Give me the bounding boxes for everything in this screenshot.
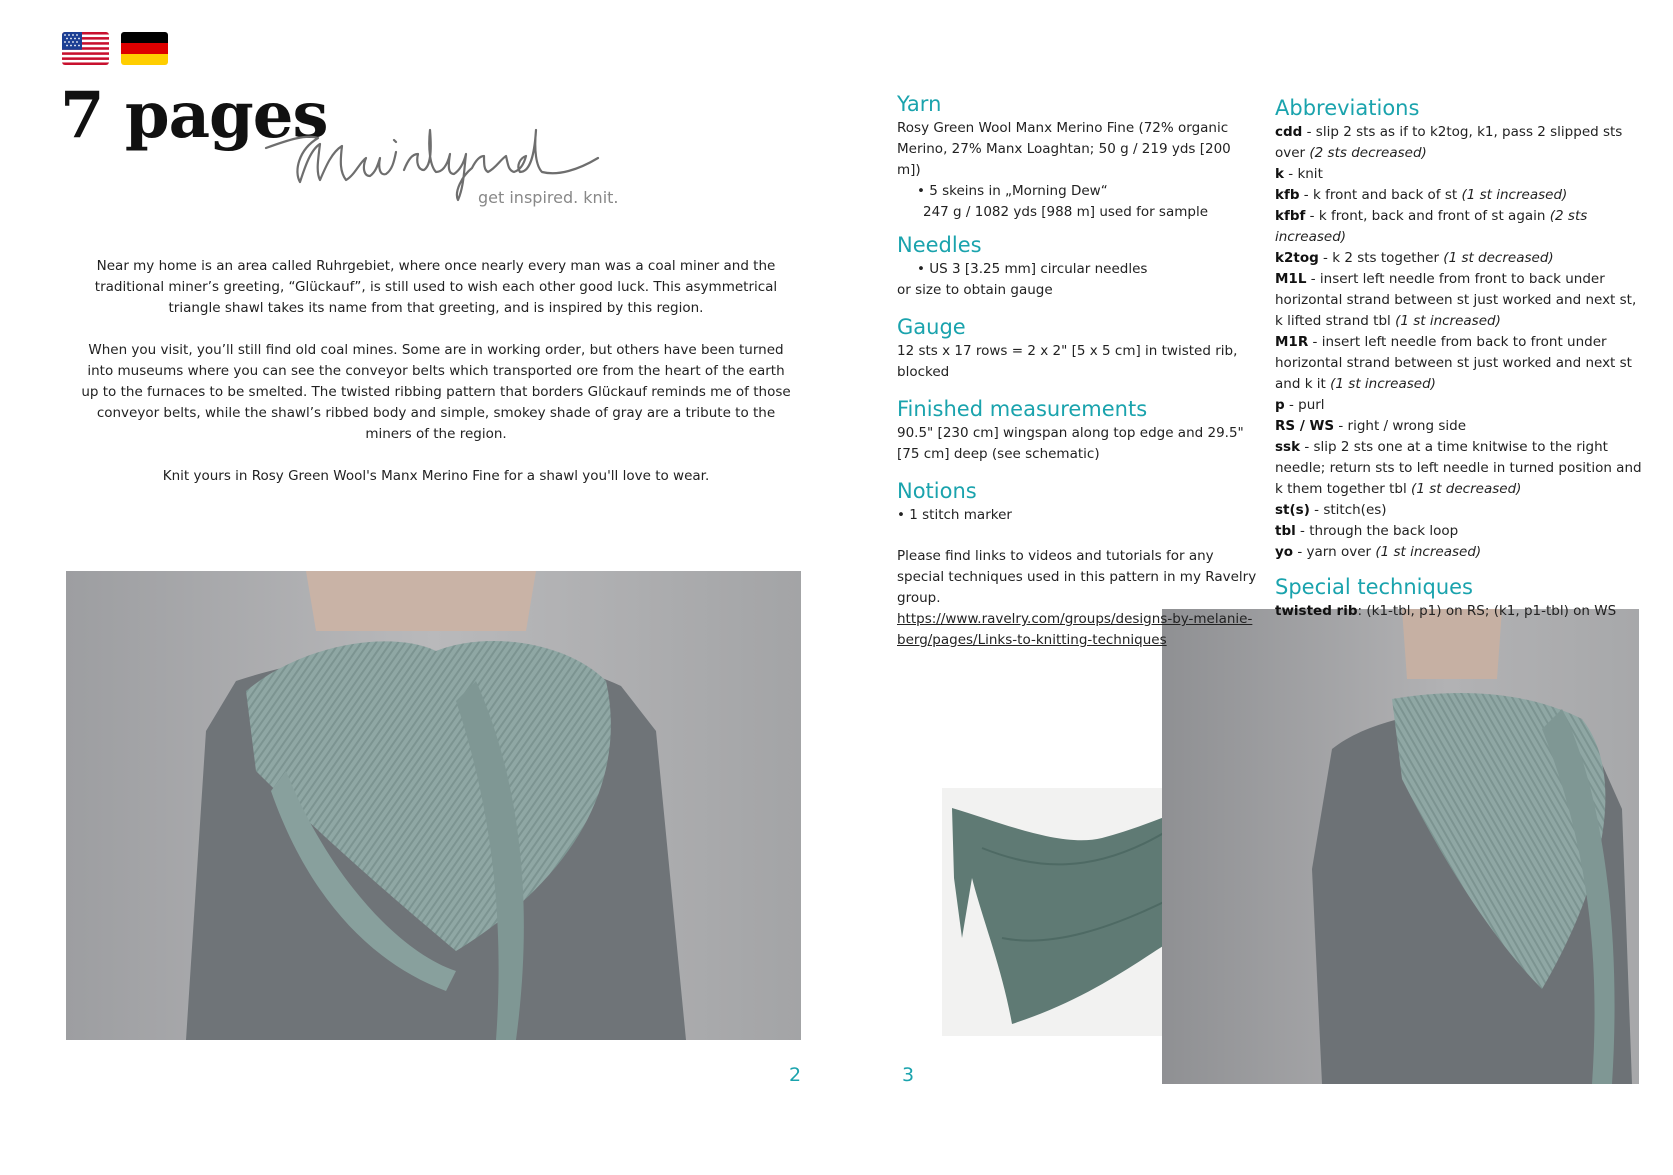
measurements-text: 90.5" [230 cm] wingspan along top edge and 29.5" [75 cm] deep (see schematic)	[897, 425, 1244, 462]
abbreviation-desc: - k front and back of st	[1299, 187, 1462, 203]
abbreviation-note: (1 st increased)	[1330, 376, 1436, 392]
special-technique-item	[1275, 601, 1645, 622]
abbreviation-desc: - insert left needle from back to front under horizontal strand between st just worked and next st and k it	[1275, 334, 1632, 392]
special-technique-desc: : (k1-tbl, p1) on RS; (k1, p1-tbl) on WS	[1357, 603, 1617, 619]
abbreviation-desc: - stitch(es)	[1309, 502, 1387, 518]
model-photo-side	[1162, 609, 1639, 1084]
abbreviation-note: (2 sts increased)	[1275, 208, 1588, 245]
abbreviation-term: kfbf	[1275, 208, 1306, 224]
abbreviation-term: st(s)	[1275, 502, 1310, 518]
intro-paragraph: Near my home is an area called Ruhrgebiet, where once nearly every man was a coal miner and the traditional miner’s greeting, “Glückauf”, is still used to wish each other good luck. This asymmetrical triangle shawl takes its name from that greeting, and is inspired by this region.	[94, 258, 778, 316]
abbreviation-desc: - through the back loop	[1295, 523, 1459, 539]
abbreviation-item	[1275, 269, 1645, 332]
materials-column	[897, 86, 1257, 651]
abbreviation-desc: - insert left needle from front to back under horizontal strand between st just worked and next st, k lifted strand tbl	[1275, 271, 1637, 329]
abbreviation-desc: - right / wrong side	[1334, 418, 1466, 434]
yarn-sample-amount: 247 g / 1082 yds [988 m] used for sample	[923, 204, 1209, 220]
abbreviations-list	[1275, 122, 1645, 563]
abbreviations-heading: Abbreviations	[1275, 96, 1420, 120]
abbreviation-term: RS / WS	[1275, 418, 1335, 434]
special-techniques-heading: Special techniques	[1275, 575, 1473, 599]
abbreviation-note: (1 st decreased)	[1411, 481, 1522, 497]
tagline: get inspired. knit.	[478, 188, 619, 207]
intro-text	[80, 256, 792, 508]
abbreviation-note: (1 st increased)	[1395, 313, 1501, 329]
page-number-right: 3	[902, 1064, 915, 1086]
yarn-heading: Yarn	[897, 92, 942, 116]
abbreviation-item	[1275, 542, 1645, 563]
abbreviation-item	[1275, 185, 1645, 206]
gauge-text: 12 sts x 17 rows = 2 x 2" [5 x 5 cm] in twisted rib, blocked	[897, 343, 1238, 380]
abbreviation-note: (1 st decreased)	[1443, 250, 1554, 266]
measurements-heading: Finished measurements	[897, 397, 1148, 421]
abbreviation-item	[1275, 521, 1645, 542]
abbreviation-term: tbl	[1275, 523, 1296, 539]
ravelry-link[interactable]: https://www.ravelry.com/groups/designs-by-melanie-berg/pages/Links-to-knitting-techniques	[897, 611, 1253, 648]
page-title: 7 pages	[60, 78, 328, 153]
abbreviation-term: M1L	[1275, 271, 1307, 287]
notions-heading: Notions	[897, 479, 977, 503]
abbreviation-item	[1275, 416, 1645, 437]
abbreviation-item	[1275, 500, 1645, 521]
abbreviation-note: (1 st increased)	[1375, 544, 1482, 560]
abbreviation-term: k2tog	[1275, 250, 1319, 266]
abbreviation-term: k	[1275, 166, 1284, 182]
abbreviation-desc: - k front, back and front of st again	[1305, 208, 1550, 224]
abbreviation-item	[1275, 332, 1645, 395]
abbreviation-desc: - purl	[1284, 397, 1325, 413]
abbreviation-term: cdd	[1275, 124, 1303, 140]
abbreviations-column	[1275, 90, 1645, 622]
techniques-note: Please find links to videos and tutorials for any special techniques used in this pattern in my Ravelry group.	[897, 548, 1257, 606]
abbreviation-note: (2 sts decreased)	[1309, 145, 1427, 161]
needles-size: • US 3 [3.25 mm] circular needles	[917, 261, 1148, 277]
us-flag-icon[interactable]	[62, 32, 109, 65]
needles-heading: Needles	[897, 233, 982, 257]
page-number-left: 2	[789, 1064, 802, 1086]
abbreviation-item	[1275, 248, 1645, 269]
abbreviation-term: ssk	[1275, 439, 1301, 455]
abbreviation-term: yo	[1275, 544, 1294, 560]
abbreviation-item	[1275, 206, 1645, 248]
gauge-heading: Gauge	[897, 315, 966, 339]
abbreviation-item	[1275, 437, 1645, 500]
yarn-skeins: • 5 skeins in „Morning Dew“	[917, 183, 1108, 199]
abbreviation-item	[1275, 164, 1645, 185]
model-photo-front	[66, 571, 801, 1040]
abbreviation-item	[1275, 122, 1645, 164]
abbreviation-desc: - k 2 sts together	[1318, 250, 1444, 266]
abbreviation-desc: - yarn over	[1293, 544, 1376, 560]
abbreviation-term: M1R	[1275, 334, 1309, 350]
intro-paragraph: Knit yours in Rosy Green Wool's Manx Merino Fine for a shawl you'll love to wear.	[162, 468, 710, 484]
abbreviation-desc: - knit	[1283, 166, 1323, 182]
needles-note: or size to obtain gauge	[897, 282, 1053, 298]
special-technique-term: twisted rib	[1275, 603, 1358, 619]
abbreviation-term: p	[1275, 397, 1285, 413]
german-flag-icon[interactable]	[121, 32, 168, 65]
abbreviation-desc: - slip 2 sts one at a time knitwise to the right needle; return sts to left needle in turned position and k them together tbl	[1275, 439, 1642, 497]
abbreviation-note: (1 st increased)	[1461, 187, 1568, 203]
intro-paragraph: When you visit, you’ll still find old coal mines. Some are in working order, but others have been turned into museums where you can see the conveyor belts which transported ore from the heart of the earth up to the furnaces to be smelted. The twisted ribbing pattern that borders Glückauf reminds me of those conveyor belts, while the shawl’s ribbed body and simple, smokey shade of gray are a tribute to the miners of the region.	[81, 342, 791, 442]
yarn-description: Rosy Green Wool Manx Merino Fine (72% organic Merino, 27% Manx Loaghtan; 50 g / 219 yds [200 m])	[897, 120, 1231, 178]
abbreviation-term: kfb	[1275, 187, 1300, 203]
notions-text: • 1 stitch marker	[897, 507, 1012, 523]
abbreviation-desc: - slip 2 sts as if to k2tog, k1, pass 2 slipped sts over	[1275, 124, 1623, 161]
abbreviation-item	[1275, 395, 1645, 416]
